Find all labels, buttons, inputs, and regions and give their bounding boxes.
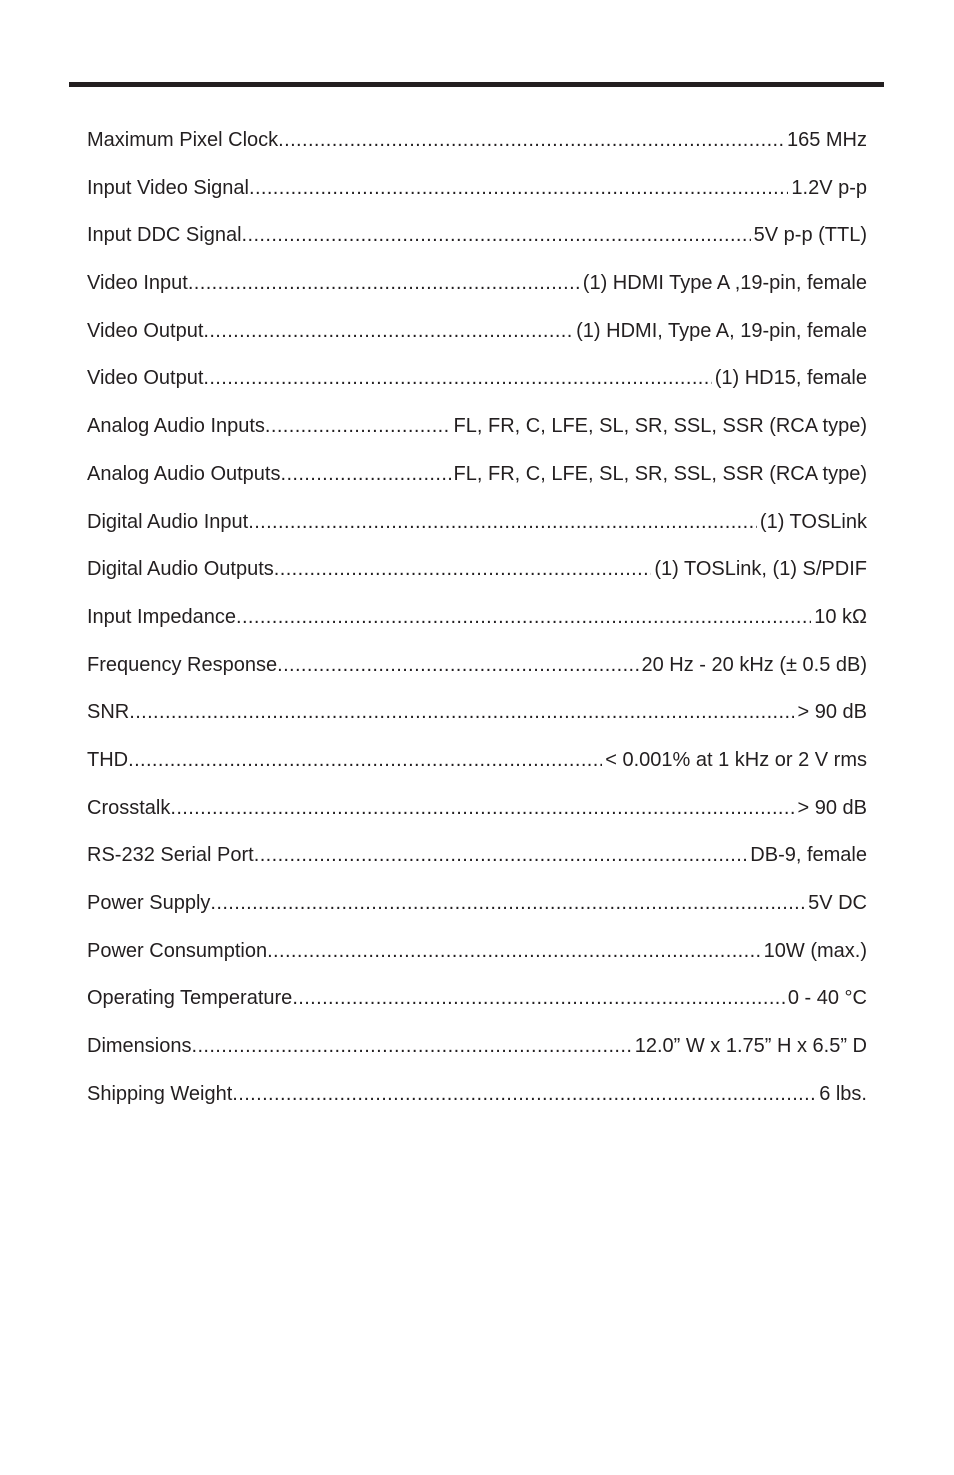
spec-label: Digital Audio Outputs <box>87 558 274 581</box>
dot-leader <box>236 601 811 633</box>
dot-leader <box>203 315 573 347</box>
spec-value: > 90 dB <box>797 701 867 724</box>
spec-value: 6 lbs. <box>819 1082 867 1105</box>
spec-value: DB-9, female <box>750 844 867 867</box>
spec-value: 165 MHz <box>786 129 867 151</box>
dot-leader <box>280 458 450 490</box>
dot-leader <box>248 506 757 538</box>
dot-leader <box>292 982 785 1014</box>
spec-label: Dimensions <box>87 1035 192 1058</box>
spec-row-input-ddc-signal <box>87 219 867 267</box>
spec-label: Power Supply <box>87 892 211 914</box>
spec-value: 5V DC <box>808 892 867 914</box>
spec-row-crosstalk <box>87 792 867 840</box>
spec-value: (1) TOSLink, (1) S/PDIF <box>654 558 867 581</box>
specifications-list <box>87 124 867 1125</box>
spec-label: Digital Audio Input <box>87 510 249 533</box>
spec-label: Maximum Pixel Clock <box>87 129 279 151</box>
spec-row-analog-audio-outputs <box>87 458 867 506</box>
spec-label: Operating Temperature <box>87 987 293 1010</box>
spec-value: < 0.001% at 1 kHz or 2 V rms <box>605 748 867 771</box>
dot-leader <box>278 124 784 156</box>
dot-leader <box>265 410 451 442</box>
spec-value: 20 Hz - 20 kHz (± 0.5 dB) <box>641 653 867 676</box>
dot-leader <box>170 792 794 824</box>
spec-value: (1) HDMI Type A ,19-pin, female <box>582 272 867 295</box>
dot-leader <box>242 219 751 251</box>
spec-row-power-supply <box>87 887 867 935</box>
spec-row-frequency-response <box>87 649 867 697</box>
spec-label: Power Consumption <box>87 939 268 962</box>
spec-value: 1.2V p-p <box>791 176 867 199</box>
dot-leader <box>274 553 652 585</box>
spec-value: 0 - 40 °C <box>787 987 867 1010</box>
dot-leader <box>277 649 638 681</box>
dot-leader <box>128 744 602 776</box>
spec-value: FL, FR, C, LFE, SL, SR, SSL, SSR (RCA type) <box>453 462 867 485</box>
spec-value: FL, FR, C, LFE, SL, SR, SSL, SSR (RCA type) <box>453 415 867 438</box>
spec-label: RS-232 Serial Port <box>87 844 254 867</box>
spec-label: Input Video Signal <box>87 176 249 199</box>
spec-label: Shipping Weight <box>87 1082 233 1105</box>
dot-leader <box>267 935 761 967</box>
spec-value: 12.0” W x 1.75” H x 6.5” D <box>634 1035 867 1058</box>
dot-leader <box>210 887 805 919</box>
spec-value: 5V p-p (TTL) <box>753 224 867 247</box>
spec-value: > 90 dB <box>797 796 867 819</box>
spec-row-video-input <box>87 267 867 315</box>
spec-row-max-pixel-clock <box>87 124 867 172</box>
spec-label: Frequency Response <box>87 653 278 676</box>
spec-row-shipping-weight <box>87 1078 867 1126</box>
top-rule <box>69 82 884 87</box>
spec-value: (1) HD15, female <box>714 367 867 390</box>
spec-row-snr <box>87 696 867 744</box>
spec-label: SNR <box>87 701 130 724</box>
spec-row-digital-audio-input <box>87 506 867 554</box>
dot-leader <box>191 1030 631 1062</box>
spec-row-video-output-hd15 <box>87 362 867 410</box>
spec-row-rs232-serial-port <box>87 839 867 887</box>
spec-row-dimensions <box>87 1030 867 1078</box>
spec-label: Video Output <box>87 319 204 342</box>
spec-row-thd <box>87 744 867 792</box>
spec-label: Input Impedance <box>87 605 236 628</box>
spec-row-power-consumption <box>87 935 867 983</box>
dot-leader <box>249 172 788 204</box>
spec-row-input-video-signal <box>87 172 867 220</box>
spec-row-video-output-hdmi <box>87 315 867 363</box>
spec-row-operating-temperature <box>87 982 867 1030</box>
dot-leader <box>232 1078 816 1110</box>
spec-value: 10 kΩ <box>814 605 867 628</box>
spec-value: (1) TOSLink <box>759 510 867 533</box>
dot-leader <box>254 839 748 871</box>
dot-leader <box>188 267 580 299</box>
spec-value: (1) HDMI, Type A, 19-pin, female <box>576 319 867 342</box>
spec-label: Video Output <box>87 367 204 390</box>
spec-label: Crosstalk <box>87 796 171 819</box>
spec-value: 10W (max.) <box>763 939 867 962</box>
spec-label: Analog Audio Inputs <box>87 415 265 438</box>
dot-leader <box>203 362 711 394</box>
spec-label: Analog Audio Outputs <box>87 462 281 485</box>
spec-label: THD <box>87 748 129 771</box>
spec-row-analog-audio-inputs <box>87 410 867 458</box>
spec-label: Video Input <box>87 272 188 295</box>
spec-row-input-impedance <box>87 601 867 649</box>
spec-row-digital-audio-outputs <box>87 553 867 601</box>
spec-label: Input DDC Signal <box>87 224 242 247</box>
dot-leader <box>129 696 794 728</box>
